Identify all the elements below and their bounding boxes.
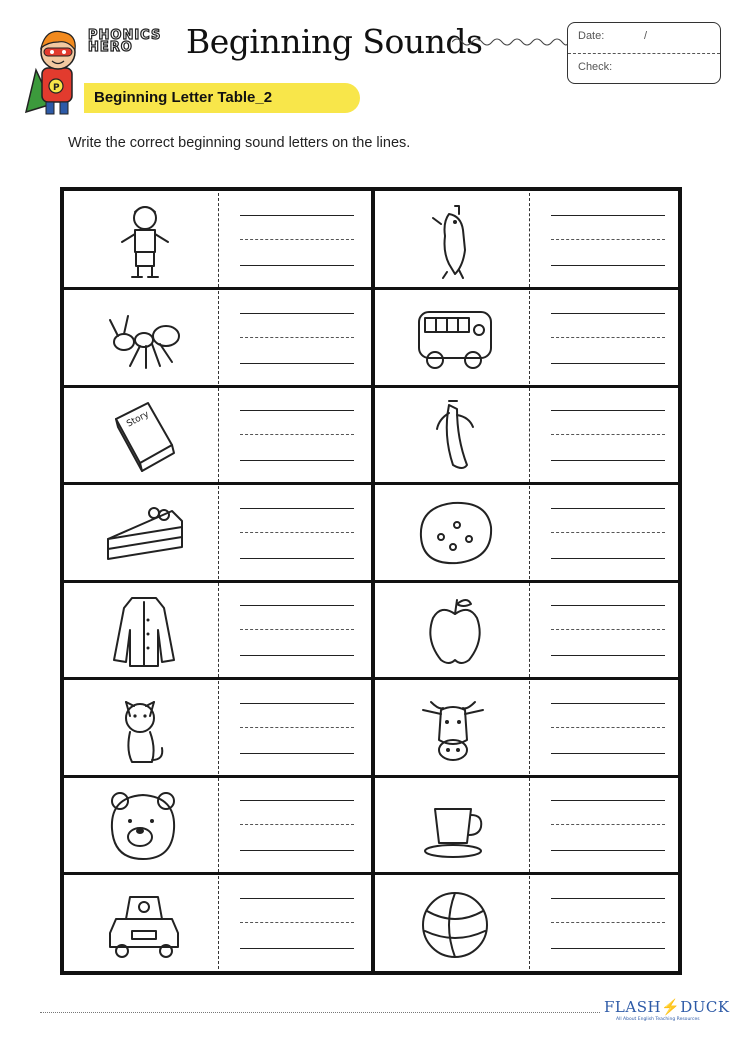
table-cell: [375, 581, 682, 679]
base-line: [240, 558, 354, 559]
cup-icon: [412, 785, 498, 865]
cake-icon: [101, 493, 187, 573]
dashed-separator: [529, 486, 530, 580]
logo-tagline: All About English Teaching Resources: [616, 1017, 700, 1022]
picture-frame: [76, 587, 212, 673]
handwriting-lines[interactable]: [240, 313, 354, 364]
flashduck-logo: [604, 998, 730, 1016]
table-cell: [375, 679, 682, 777]
crocodile-icon: [412, 200, 498, 280]
table-cell: [64, 776, 371, 874]
table-cell: [64, 484, 371, 582]
table-cell: [64, 386, 371, 484]
handwriting-lines[interactable]: [551, 215, 665, 266]
picture-frame: [76, 295, 212, 381]
footer-dotted-line: [40, 1012, 600, 1013]
picture-frame: [387, 197, 523, 283]
dashed-separator: [529, 291, 530, 385]
base-line: [551, 558, 665, 559]
base-line: [551, 655, 665, 656]
column-divider: [371, 191, 375, 971]
boy-icon: [101, 200, 187, 280]
picture-frame: [76, 392, 212, 478]
handwriting-lines[interactable]: [551, 800, 665, 851]
base-line: [551, 363, 665, 364]
handwriting-lines[interactable]: [240, 703, 354, 754]
table-cell: [375, 191, 682, 289]
base-line: [240, 363, 354, 364]
table-cell: [64, 191, 371, 289]
handwriting-lines[interactable]: [551, 703, 665, 754]
date-slash: /: [644, 30, 648, 42]
dashed-separator: [529, 681, 530, 775]
table-cell: [64, 581, 371, 679]
worksheet-table: [60, 187, 682, 975]
handwriting-lines[interactable]: [551, 313, 665, 364]
ball-icon: [412, 883, 498, 963]
brand-line-1: PHONICS: [88, 28, 162, 43]
dashed-separator: [218, 778, 219, 872]
picture-frame: [387, 782, 523, 868]
car-icon: [101, 883, 187, 963]
base-line: [551, 948, 665, 949]
base-line: [551, 460, 665, 461]
picture-frame: [387, 685, 523, 771]
picture-frame: [387, 295, 523, 381]
handwriting-lines[interactable]: [551, 605, 665, 656]
dashed-separator: [218, 486, 219, 580]
subtitle: Beginning Letter Table_2: [94, 89, 273, 106]
bear-icon: [101, 785, 187, 865]
base-line: [240, 753, 354, 754]
svg-text:Story: Story: [125, 409, 151, 430]
logo-right: DUCK: [680, 998, 730, 1016]
coat-icon: [101, 590, 187, 670]
base-line: [240, 460, 354, 461]
handwriting-lines[interactable]: [240, 898, 354, 949]
base-line: [240, 265, 354, 266]
table-cell: [64, 289, 371, 387]
table-cell: [375, 289, 682, 387]
brand-logo: [88, 30, 161, 54]
table-cell: [375, 484, 682, 582]
table-cell: [64, 874, 371, 972]
brand-line-2: HERO: [88, 40, 133, 55]
dashed-separator: [529, 193, 530, 287]
book-icon: [101, 395, 187, 475]
bus-icon: [412, 298, 498, 378]
handwriting-lines[interactable]: [551, 898, 665, 949]
handwriting-lines[interactable]: [551, 508, 665, 559]
svg-text:P: P: [53, 83, 60, 93]
base-line: [551, 850, 665, 851]
dashed-separator: [529, 876, 530, 970]
base-line: [551, 265, 665, 266]
ant-icon: [101, 298, 187, 378]
picture-frame: [387, 490, 523, 576]
dashed-separator: [529, 583, 530, 677]
dashed-separator: [529, 388, 530, 482]
banana-icon: [412, 395, 498, 475]
dashed-separator: [218, 388, 219, 482]
date-divider: [568, 53, 720, 54]
table-cell: [375, 776, 682, 874]
date-check-box: [567, 22, 721, 84]
dashed-separator: [218, 876, 219, 970]
handwriting-lines[interactable]: [551, 410, 665, 461]
picture-frame: [387, 880, 523, 966]
base-line: [240, 655, 354, 656]
table-cell: [375, 874, 682, 972]
handwriting-lines[interactable]: [240, 508, 354, 559]
page-title: Beginning Sounds: [186, 22, 483, 61]
base-line: [240, 948, 354, 949]
picture-frame: [76, 880, 212, 966]
picture-frame: [387, 392, 523, 478]
date-label: Date:: [578, 30, 605, 42]
handwriting-lines[interactable]: [240, 800, 354, 851]
instructions: Write the correct beginning sound letters on the lines.: [68, 135, 411, 151]
wave-decoration-icon: [452, 34, 568, 50]
picture-frame: [76, 490, 212, 576]
dashed-separator: [218, 193, 219, 287]
table-cell: [64, 679, 371, 777]
base-line: [551, 753, 665, 754]
handwriting-lines[interactable]: [240, 605, 354, 656]
picture-frame: [76, 685, 212, 771]
dashed-separator: [218, 681, 219, 775]
picture-frame: [387, 587, 523, 673]
check-label: Check:: [578, 61, 613, 73]
table-cell: [375, 386, 682, 484]
picture-frame: [76, 197, 212, 283]
handwriting-lines[interactable]: [240, 215, 354, 266]
lightning-icon: ⚡: [661, 998, 681, 1016]
apple-icon: [412, 590, 498, 670]
handwriting-lines[interactable]: [240, 410, 354, 461]
logo-left: FLASH: [604, 998, 662, 1016]
cookie-icon: [412, 493, 498, 573]
cat-icon: [101, 688, 187, 768]
dashed-separator: [529, 778, 530, 872]
dashed-separator: [218, 583, 219, 677]
dashed-separator: [218, 291, 219, 385]
picture-frame: [76, 782, 212, 868]
base-line: [240, 850, 354, 851]
cow-icon: [412, 688, 498, 768]
